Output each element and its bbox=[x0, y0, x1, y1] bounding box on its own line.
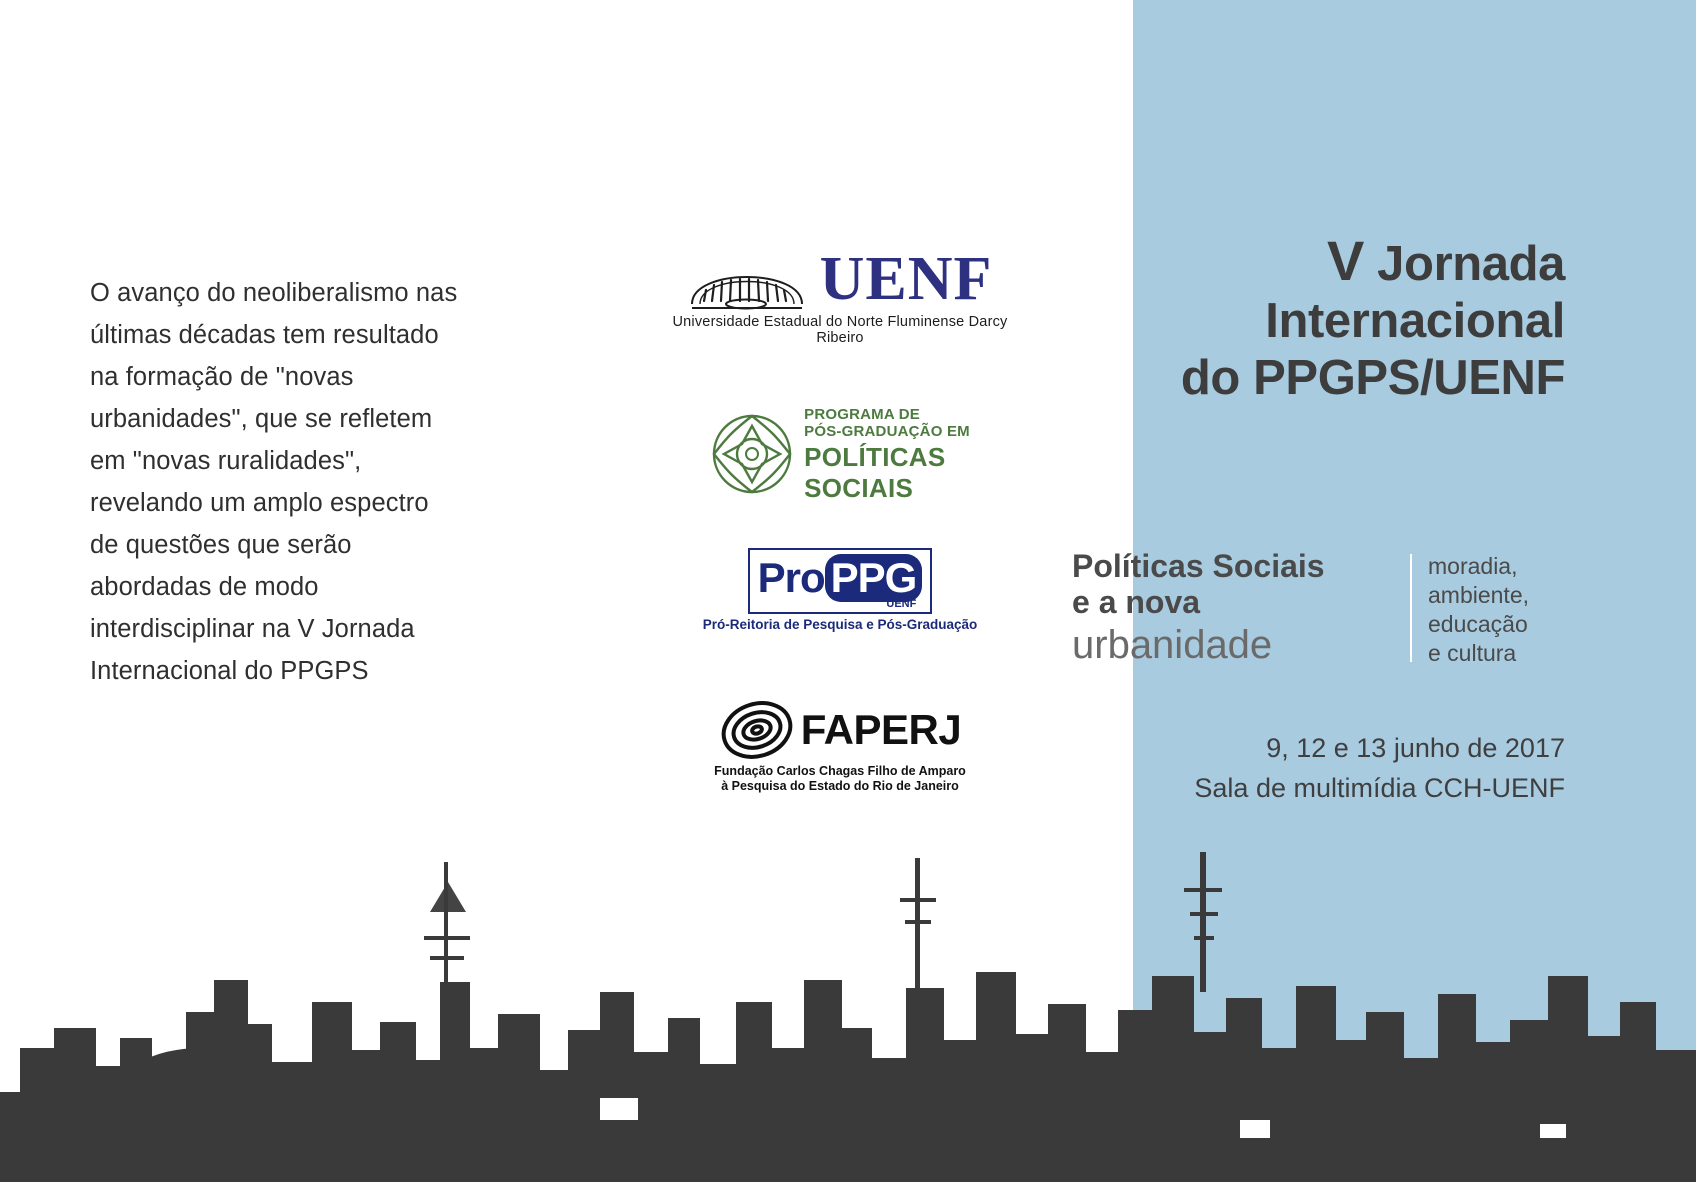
uenf-arch-icon bbox=[688, 248, 806, 310]
proppg-pro-text: Pro bbox=[757, 554, 825, 601]
skyline-baseline bbox=[0, 1166, 1696, 1182]
ppgps-flower-icon bbox=[710, 412, 794, 496]
theme-line1: Políticas Sociais bbox=[1072, 548, 1325, 584]
faperj-wordmark: FAPERJ bbox=[800, 706, 962, 753]
theme-line3: urbanidade bbox=[1072, 623, 1273, 667]
proppg-subtitle: Pró-Reitoria de Pesquisa e Pós-Graduação bbox=[702, 617, 978, 632]
event-title-line3: do PPGPS/UENF bbox=[1180, 351, 1565, 405]
proppg-logo bbox=[660, 548, 1020, 644]
theme-topic-ambiente: ambiente, bbox=[1428, 582, 1530, 608]
uenf-logo bbox=[660, 245, 1020, 358]
event-date: 9, 12 e 13 junho de 2017 bbox=[1266, 733, 1565, 763]
intro-paragraph: O avanço do neoliberalismo nas últimas décadas tem resultado na formação de "novas urbanidades", que se refletem em "novas ruralidades", revelando um amplo espectro de questões que serão abordadas de modo interdisciplinar na V Jornada Internacional do PPGPS bbox=[90, 279, 458, 685]
city-skyline-illustration bbox=[0, 852, 1696, 1182]
event-theme bbox=[1072, 548, 1562, 668]
event-title-roman-numeral: V bbox=[1327, 229, 1364, 292]
event-title bbox=[1085, 229, 1565, 407]
proppg-institution: UENF bbox=[886, 598, 917, 610]
event-title-line2: Internacional bbox=[1265, 294, 1565, 348]
event-title-line1 bbox=[1085, 229, 1565, 293]
ppgps-logo bbox=[660, 406, 1020, 502]
theme-line2: e a nova bbox=[1072, 584, 1201, 620]
faperj-subtitle-line2: à Pesquisa do Estado do Rio de Janeiro bbox=[721, 779, 959, 793]
event-venue: Sala de multimídia CCH-UENF bbox=[1194, 773, 1565, 803]
theme-topic-moradia: moradia, bbox=[1428, 553, 1518, 579]
uenf-wordmark: UENF bbox=[819, 245, 993, 313]
ppgps-line1: PROGRAMA DE bbox=[804, 406, 920, 423]
ppgps-line2: PÓS-GRADUAÇÃO EM bbox=[804, 423, 970, 440]
event-details bbox=[1085, 728, 1565, 808]
faperj-logo bbox=[660, 700, 1020, 800]
theme-topic-cultura: e cultura bbox=[1428, 640, 1517, 666]
ppgps-line3: POLÍTICAS bbox=[804, 442, 946, 472]
sponsor-logos bbox=[660, 245, 1020, 800]
event-title-line1-rest: Jornada bbox=[1363, 237, 1565, 291]
faperj-subtitle-line1: Fundação Carlos Chagas Filho de Amparo bbox=[714, 764, 966, 778]
proppg-ppg-text: PPG bbox=[825, 554, 923, 602]
theme-topic-educacao: educação bbox=[1428, 611, 1528, 637]
faperj-spiral-icon bbox=[719, 700, 795, 760]
theme-divider bbox=[1410, 554, 1412, 662]
ppgps-line4: SOCIAIS bbox=[804, 473, 914, 503]
uenf-subtitle: Universidade Estadual do Norte Fluminense Darcy Ribeiro bbox=[672, 314, 1008, 346]
